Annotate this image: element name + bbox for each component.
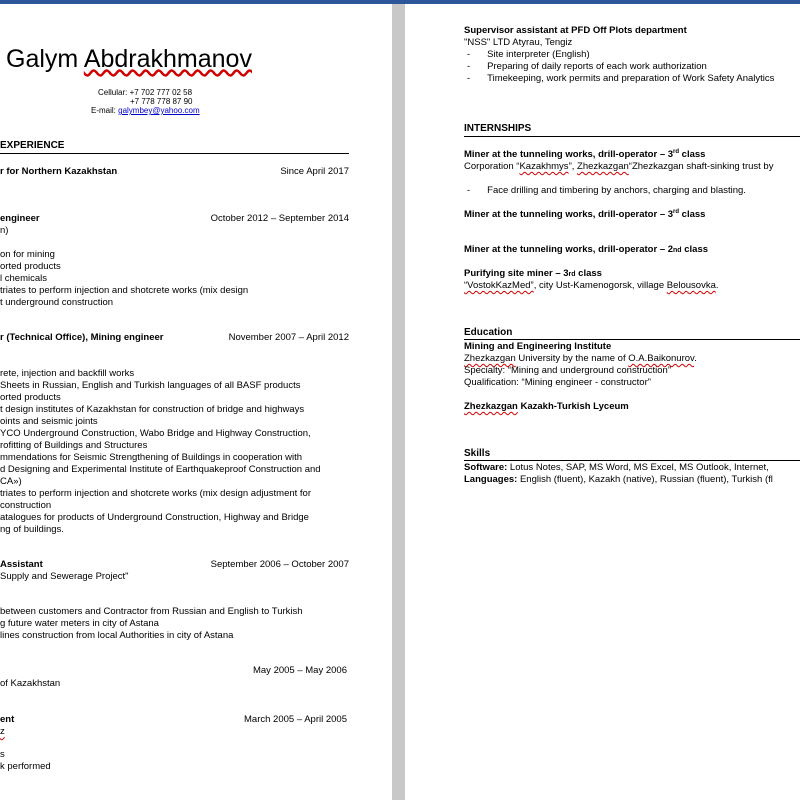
section-skills: Skills bbox=[464, 448, 491, 459]
duty-line: mmendations for Seismic Strengthening of Buildings in cooperation with bbox=[0, 452, 303, 463]
duty-line: g future water meters in city of Astana bbox=[0, 618, 159, 629]
email-link[interactable]: galymbey@yahoo.com bbox=[118, 106, 200, 115]
bullet-item: - Preparing of daily reports of each work authorization bbox=[467, 61, 707, 72]
page-gutter bbox=[392, 4, 405, 800]
phone-1: +7 702 777 02 58 bbox=[129, 88, 193, 97]
duty-line: Sheets in Russian, English and Turkish languages of all BASF products bbox=[0, 380, 301, 391]
internship-company: Corporation “Kazakhmys”, Zhezkazgan“Zhezkazgan shaft-sinking trust by bbox=[464, 161, 774, 172]
job-company: "NSS" LTD Atyrau, Tengiz bbox=[464, 37, 573, 48]
bullet-item: - Site interpreter (English) bbox=[467, 49, 590, 60]
skills-software: Software: Lotus Notes, SAP, MS Word, MS Excel, MS Outlook, Internet, bbox=[464, 462, 769, 473]
job-title: ent bbox=[0, 714, 15, 725]
job-date: September 2006 – October 2007 bbox=[210, 559, 349, 570]
skills-languages: Languages: English (fluent), Kazakh (native), Russian (fluent), Turkish (fl bbox=[464, 474, 773, 485]
section-internships: INTERNSHIPS bbox=[464, 123, 532, 134]
education-university: Zhezkazgan University by the name of O.A.Baikonurov. bbox=[464, 353, 697, 364]
duty-line: t design institutes of Kazakhstan for construction of bridge and highways bbox=[0, 404, 305, 415]
bullet-item: - Timekeeping, work permits and preparation of Work Safety Analytics bbox=[467, 73, 775, 84]
section-rule bbox=[464, 136, 800, 137]
name-last: Abdrakhmanov bbox=[83, 45, 252, 73]
duty-line: s bbox=[0, 749, 5, 760]
duty-line: t underground construction bbox=[0, 297, 114, 308]
internship-title: Miner at the tunneling works, drill-operator – 3rd class bbox=[464, 208, 706, 220]
education-specialty: Specialty: “Mining and underground construction” bbox=[464, 365, 672, 376]
duty-line: rofitting of Buildings and Structures bbox=[0, 440, 148, 451]
job-subtitle: z bbox=[0, 726, 5, 737]
section-education: Education bbox=[464, 327, 513, 338]
duty-line: rete, injection and backfill works bbox=[0, 368, 135, 379]
name-first: Galym bbox=[6, 45, 79, 73]
job-date: October 2012 – September 2014 bbox=[210, 213, 349, 224]
job-title: r for Northern Kazakhstan bbox=[0, 166, 118, 177]
job-date: March 2005 – April 2005 bbox=[244, 714, 347, 725]
job-title: engineer bbox=[0, 213, 40, 224]
education-lyceum: Zhezkazgan Kazakh-Turkish Lyceum bbox=[464, 401, 629, 412]
duty-line: ng of buildings. bbox=[0, 524, 64, 535]
duty-line: l chemicals bbox=[0, 273, 47, 284]
contact-cellular: Cellular: +7 702 777 02 58 bbox=[98, 88, 193, 97]
job-title: Assistant bbox=[0, 559, 43, 570]
job-date: May 2005 – May 2006 bbox=[252, 665, 347, 676]
duty-line: k performed bbox=[0, 761, 51, 772]
section-rule bbox=[0, 153, 349, 154]
job-date: November 2007 – April 2012 bbox=[228, 332, 349, 343]
duty-line: oints and seismic joints bbox=[0, 416, 98, 427]
job-title: r (Technical Office), Mining engineer bbox=[0, 332, 164, 343]
education-qualification: Qualification: “Mining engineer - constructor” bbox=[464, 377, 651, 388]
phone-2: +7 778 778 87 90 bbox=[130, 97, 193, 106]
job-subtitle: of Kazakhstan bbox=[0, 678, 61, 689]
duty-line: on for mining bbox=[0, 249, 55, 260]
duty-line: orted products bbox=[0, 261, 61, 272]
education-institute: Mining and Engineering Institute bbox=[464, 341, 612, 352]
duty-line: between customers and Contractor from Russian and English to Turkish bbox=[0, 606, 303, 617]
section-experience: EXPERIENCE bbox=[0, 140, 65, 151]
duty-line: d Designing and Experimental Institute of Earthquakeproof Construction and bbox=[0, 464, 321, 475]
duty-line: atalogues for products of Underground Construction, Highway and Bridge bbox=[0, 512, 309, 523]
duty-line: triates to perform injection and shotcrete works (mix design adjustment for bbox=[0, 488, 311, 499]
duty-line: construction bbox=[0, 500, 52, 511]
contact-email: E-mail: galymbey@yahoo.com bbox=[91, 106, 200, 115]
duty-line: CA») bbox=[0, 476, 22, 487]
job-date: Since April 2017 bbox=[280, 166, 349, 177]
section-rule bbox=[464, 339, 800, 340]
job-title: Supervisor assistant at PFD Off Plots department bbox=[464, 25, 687, 36]
job-subtitle: Supply and Sewerage Project" bbox=[0, 571, 129, 582]
internship-title: Purifying site miner – 3rd class bbox=[464, 268, 602, 279]
resume-name bbox=[6, 44, 252, 74]
section-rule bbox=[464, 460, 800, 461]
duty-line: orted products bbox=[0, 392, 61, 403]
duty-line: lines construction from local Authorities in city of Astana bbox=[0, 630, 234, 641]
document-page-right bbox=[405, 4, 800, 800]
internship-company: “VostokKazMed”, city Ust-Kamenogorsk, village Belousovka. bbox=[464, 280, 719, 291]
job-subtitle: n) bbox=[0, 225, 9, 236]
document-page-left bbox=[0, 4, 392, 800]
internship-title: Miner at the tunneling works, drill-operator – 3rd class bbox=[464, 148, 706, 160]
bullet-item: - Face drilling and timbering by anchors, charging and blasting. bbox=[467, 185, 746, 196]
internship-title: Miner at the tunneling works, drill-operator – 2nd class bbox=[464, 244, 709, 255]
duty-line: YCO Underground Construction, Wabo Bridge and Highway Construction, bbox=[0, 428, 311, 439]
duty-line: triates to perform injection and shotcrete works (mix design bbox=[0, 285, 249, 296]
